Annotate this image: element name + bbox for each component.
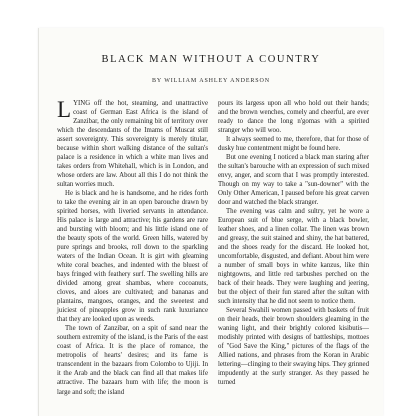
- paragraph: But one evening I noticed a black man staring after the sultan's barouche with an expression of such mixed envy, anger, and scorn that I was promptly interested. Though on my way to take a "sun-downer" with the Only Other American, I paused before his great carven door and watched the black stranger.: [218, 154, 369, 207]
- paragraph: The evening was calm and sultry, yet he wore a European suit of blue serge, with a black bowler, leather shoes, and a linen collar. The linen was brown and greasy, the suit stained and shiny, the hat battered, and the shoes ready for the discard. He looked hot, uncomfortable, disgusted, and defiant. About him were a number of small boys in white kanzus, like thin nightgowns, and little red tarbushes perched on the back of their heads. They were laughing and jeering, but the object of their fun stared after the sultan with such intensity that he did not seem to notice them.: [218, 208, 369, 306]
- paragraph: It always seemed to me, therefore, that for those of dusky hue contentment might be found here.: [218, 136, 369, 153]
- paragraph-text: YING off the hot, steaming, and unattractive coast of German East Africa is the island of Zanzibar, the only remaining bit of territory over which the descendants of the Imams of Muscat still assert sovereignty. This sovereignty is merely titular, because within short walking distance of the sultan's palace is a residence in which a white man lives and takes orders from Whitehall, which is in London, and whose orders are law. About all this I do not think the sultan worries much.: [57, 100, 208, 189]
- article-byline: BY WILLIAM ASHLEY ANDERSON: [151, 78, 270, 84]
- article-body: [57, 99, 369, 397]
- drop-cap: L: [57, 97, 72, 122]
- paragraph: He is black and he is handsome, and he rides forth to take the evening air in an open barouche drawn by spirited horses, with liveried servants in attendance. His palace is large and attractive; his gardens are rare and bursting with bloom; and his little island one of the beauty spots of the world. Green hills, watered by pure springs and brooks, roll down to the sparkling waters of the Indian Ocean. It is girt with gleaming white coral beaches, and indented with the bluest of bays fringed with feathery surf. The swelling hills are divided among great shambas, where cocoanuts, cloves, and aloes are cultivated; and bananas and plantains, mangoes, oranges, and the sweetest and juiciest of pineapples grow in such rank luxuriance that they are looked upon as weeds.: [57, 190, 208, 324]
- article-page: [38, 28, 383, 416]
- article-title: BLACK MAN WITHOUT A COUNTRY: [101, 54, 321, 65]
- paragraph: Several Swahili women passed with baskets of fruit on their heads, their brown shoulders gleaming in the waning light, and their brightly colored kisibutis—modishly printed with designs of battleships, mottoes of "God Save the King," pictures of the flags of the Allied nations, and phrases from the Koran in Arabic lettering—clinging to their swaying hips. They grinned impudently at the surly stranger. As they passed he turned: [218, 307, 369, 387]
- right-column: [218, 99, 369, 397]
- paragraph: pours its largess upon all who hold out their hands; and the brown wenches, comely and cheerful, are ever ready to dance the long n'gomas with a spirited stranger who will woo.: [218, 100, 369, 135]
- paragraph: The town of Zanzibar, on a spit of sand near the southern extremity of the island, is the Paris of the east coast of Africa. It is the place of romance, the metropolis of hearts' desires; and its fame is transcendent in the bazaars from Colombo to Ujiji. In it the Arab and the black can find all that makes life attractive. The bazaars hum with life; the moon is large and soft; the island: [57, 325, 208, 396]
- left-column: [57, 99, 208, 397]
- paragraph: [57, 99, 208, 189]
